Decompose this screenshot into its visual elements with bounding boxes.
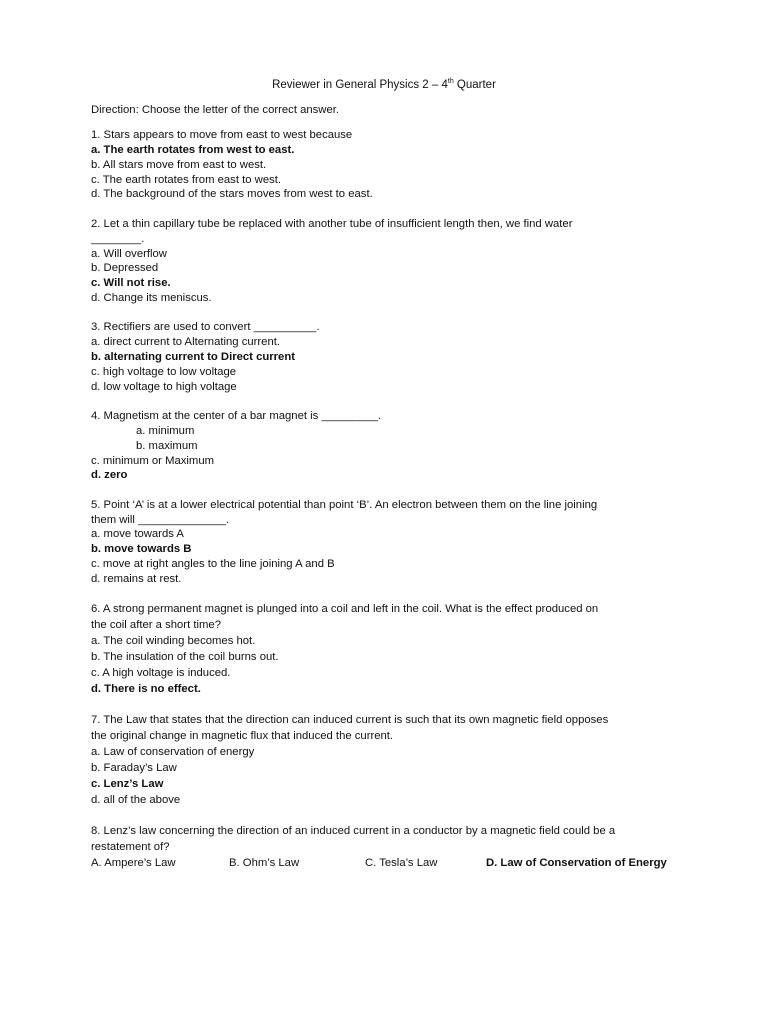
title-suffix: Quarter [453,79,496,91]
question-line: a. Law of conservation of energy [91,745,255,758]
question-line: b. All stars move from east to west. [91,158,267,171]
question-6 [91,601,691,697]
question-stem: 6. A strong permanent magnet is plunged into a coil and left in the coil. What is the effect produced on [91,603,599,616]
question-line: c. move at right angles to the line joining A and B [91,557,335,570]
question-line: the original change in magnetic flux that induced the current. [91,729,394,742]
question-stem: 8. Lenz’s law concerning the direction of an induced current in a conductor by a magnetic field could be a [91,824,616,837]
question-1 [91,128,691,202]
question-line: them will ______________. [91,513,230,526]
question-7 [91,712,691,808]
answer-option: A. Ampere’s Law [91,856,176,869]
question-line: d. Change its meniscus. [91,291,212,304]
title-prefix: Reviewer in General Physics 2 – 4 [272,79,448,91]
inline-options-row [91,855,691,871]
question-line: d. The background of the stars moves from west to east. [91,188,373,201]
question-line: b. The insulation of the coil burns out. [91,651,279,664]
question-4 [91,409,691,483]
question-line: restatement of? [91,840,170,853]
question-line: d. low voltage to high voltage [91,380,237,393]
question-2 [91,217,691,306]
correct-answer-line: c. Lenz’s Law [91,777,164,790]
correct-answer-line: d. zero [91,469,128,482]
question-line: a. minimum [136,424,195,437]
question-5 [91,498,691,587]
question-line: ________. [91,232,145,245]
answer-option: C. Tesla’s Law [365,856,438,869]
question-line: b. Faraday’s Law [91,761,177,774]
question-line: a. Will overflow [91,247,167,260]
question-stem: 2. Let a thin capillary tube be replaced with another tube of insufficient length then, we find water [91,217,573,230]
correct-answer-line: b. alternating current to Direct current [91,351,296,364]
correct-answer-line: d. There is no effect. [91,683,201,696]
correct-answer-option: D. Law of Conservation of Energy [486,856,667,869]
document-body [91,103,691,885]
question-line: b. Depressed [91,262,159,275]
question-line: a. move towards A [91,528,184,541]
correct-answer-line: a. The earth rotates from west to east. [91,144,295,157]
question-line: a. direct current to Alternating current. [91,336,281,349]
question-stem: 1. Stars appears to move from east to west because [91,129,353,142]
page-title [0,79,768,91]
direction-text: Direction: Choose the letter of the correct answer. [91,104,340,116]
correct-answer-line: c. Will not rise. [91,277,171,290]
question-stem: 7. The Law that states that the direction can induced current is such that its own magnetic field opposes [91,713,609,726]
question-line: d. remains at rest. [91,572,182,585]
answer-option: B. Ohm’s Law [229,856,300,869]
question-stem: 3. Rectifiers are used to convert __________. [91,321,320,334]
question-line: the coil after a short time? [91,619,221,632]
question-line: a. The coil winding becomes hot. [91,635,256,648]
question-line: c. The earth rotates from east to west. [91,173,282,186]
correct-answer-line: b. move towards B [91,543,192,556]
question-stem: 4. Magnetism at the center of a bar magnet is _________. [91,410,382,423]
question-line: b. maximum [136,439,198,452]
question-stem: 5. Point ‘A’ is at a lower electrical potential than point ‘B’. An electron between them on the line joining [91,498,598,511]
question-8 [91,823,691,871]
question-line: c. high voltage to low voltage [91,365,237,378]
question-line: c. A high voltage is induced. [91,667,231,680]
question-line: d. all of the above [91,793,181,806]
question-3 [91,320,691,394]
question-line: c. minimum or Maximum [91,454,215,467]
question-list [91,128,691,870]
title-superscript: th [447,78,454,86]
